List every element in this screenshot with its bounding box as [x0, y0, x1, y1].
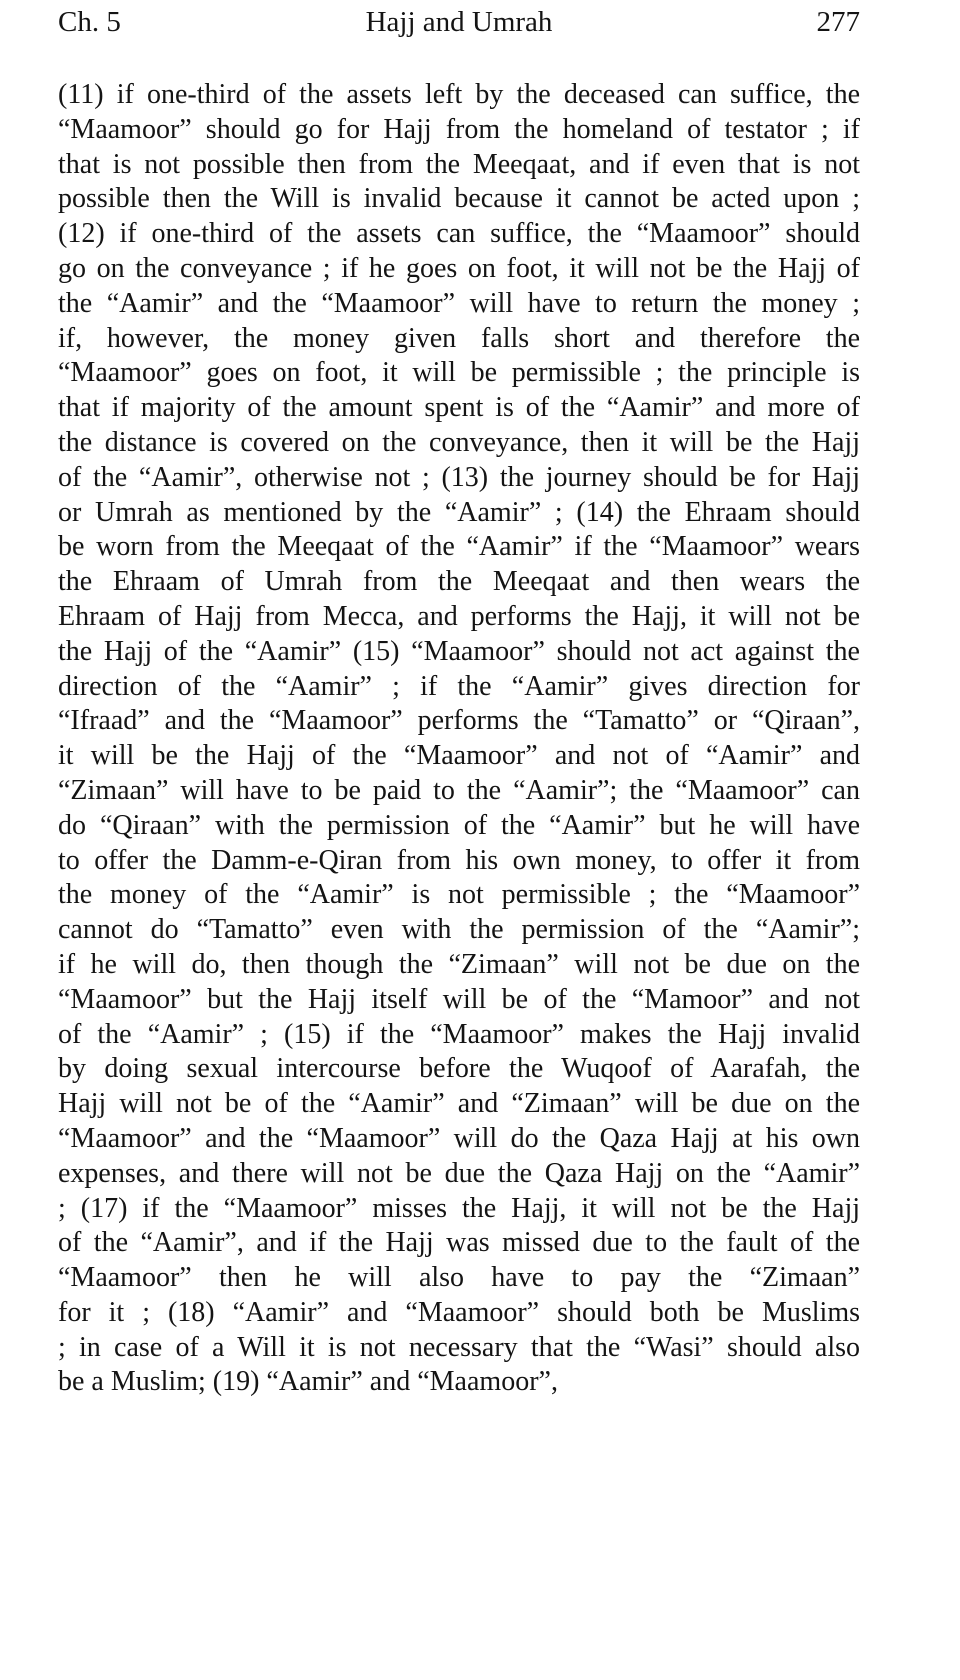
text-line: “Maamoor” but the Hajj itself will be of the “Mamoor” and not — [58, 983, 860, 1015]
text-line: of the “Aamir” ; (15) if the “Maamoor” makes the Hajj invalid — [58, 1018, 860, 1050]
text-line: by doing sexual intercourse before the Wuqoof of Aarafah, the — [58, 1053, 860, 1085]
text-line: it will be the Hajj of the “Maamoor” and not of “Aamir” and — [58, 740, 860, 772]
text-line: of the “Aamir”, otherwise not ; (13) the journey should be for Hajj — [58, 461, 860, 493]
text-line: ; (17) if the “Maamoor” misses the Hajj, it will not be the Hajj — [58, 1192, 860, 1224]
text-line: “Ifraad” and the “Maamoor” performs the “Tamatto” or “Qiraan”, — [58, 705, 860, 737]
text-line: the “Aamir” and the “Maamoor” will have to return the money ; — [58, 287, 860, 319]
text-line: the distance is covered on the conveyance, then it will be the Hajj — [58, 426, 860, 458]
text-line: or Umrah as mentioned by the “Aamir” ; (14) the Ehraam should — [58, 496, 860, 528]
text-line: be worn from the Meeqaat of the “Aamir” if the “Maamoor” wears — [58, 531, 860, 563]
text-line: “Maamoor” then he will also have to pay the “Zimaan” — [58, 1262, 860, 1294]
text-line: cannot do “Tamatto” even with the permission of the “Aamir”; — [58, 914, 860, 946]
text-line: possible then the Will is invalid because it cannot be acted upon ; — [58, 183, 860, 215]
text-line: “Maamoor” and the “Maamoor” will do the Qaza Hajj at his own — [58, 1122, 860, 1154]
text-line: Ehraam of Hajj from Mecca, and performs the Hajj, it will not be — [58, 600, 860, 632]
text-line: to offer the Damm-e-Qiran from his own money, to offer it from — [58, 844, 860, 876]
text-line: “Maamoor” goes on foot, it will be permissible ; the principle is — [58, 357, 860, 389]
text-line: that if majority of the amount spent is of the “Aamir” and more of — [58, 392, 860, 424]
text-line: go on the conveyance ; if he goes on foot, it will not be the Hajj of — [58, 252, 860, 284]
text-line: be a Muslim; (19) “Aamir” and “Maamoor”, — [58, 1366, 558, 1398]
page-number: 277 — [816, 6, 860, 38]
text-line: “Zimaan” will have to be paid to the “Aamir”; the “Maamoor” can — [58, 774, 860, 806]
body-text — [58, 78, 860, 1400]
text-line: (11) if one-third of the assets left by the deceased can suffice, the — [58, 79, 860, 110]
text-line: direction of the “Aamir” ; if the “Aamir” gives direction for — [58, 670, 860, 702]
text-line: the money of the “Aamir” is not permissible ; the “Maamoor” — [58, 879, 860, 911]
running-title: Hajj and Umrah — [365, 6, 553, 38]
text-line: the Ehraam of Umrah from the Meeqaat and then wears the — [58, 566, 860, 598]
text-line: do “Qiraan” with the permission of the “Aamir” but he will have — [58, 809, 860, 841]
text-line: for it ; (18) “Aamir” and “Maamoor” should both be Muslims — [58, 1296, 860, 1328]
text-line: if, however, the money given falls short and therefore the — [58, 322, 860, 354]
text-line: (12) if one-third of the assets can suffice, the “Maamoor” should — [58, 218, 860, 250]
text-line: the Hajj of the “Aamir” (15) “Maamoor” should not act against the — [58, 635, 860, 667]
text-line: if he will do, then though the “Zimaan” will not be due on the — [58, 948, 860, 980]
text-line: “Maamoor” should go for Hajj from the homeland of testator ; if — [58, 113, 860, 145]
text-line: ; in case of a Will it is not necessary that the “Wasi” should also — [58, 1331, 860, 1363]
chapter-label: Ch. 5 — [58, 6, 121, 38]
text-line: expenses, and there will not be due the Qaza Hajj on the “Aamir” — [58, 1157, 860, 1189]
text-line: Hajj will not be of the “Aamir” and “Zimaan” will be due on the — [58, 1088, 860, 1120]
text-line: that is not possible then from the Meeqaat, and if even that is not — [58, 148, 860, 180]
text-line: of the “Aamir”, and if the Hajj was missed due to the fault of the — [58, 1227, 860, 1259]
running-header — [58, 2, 860, 42]
